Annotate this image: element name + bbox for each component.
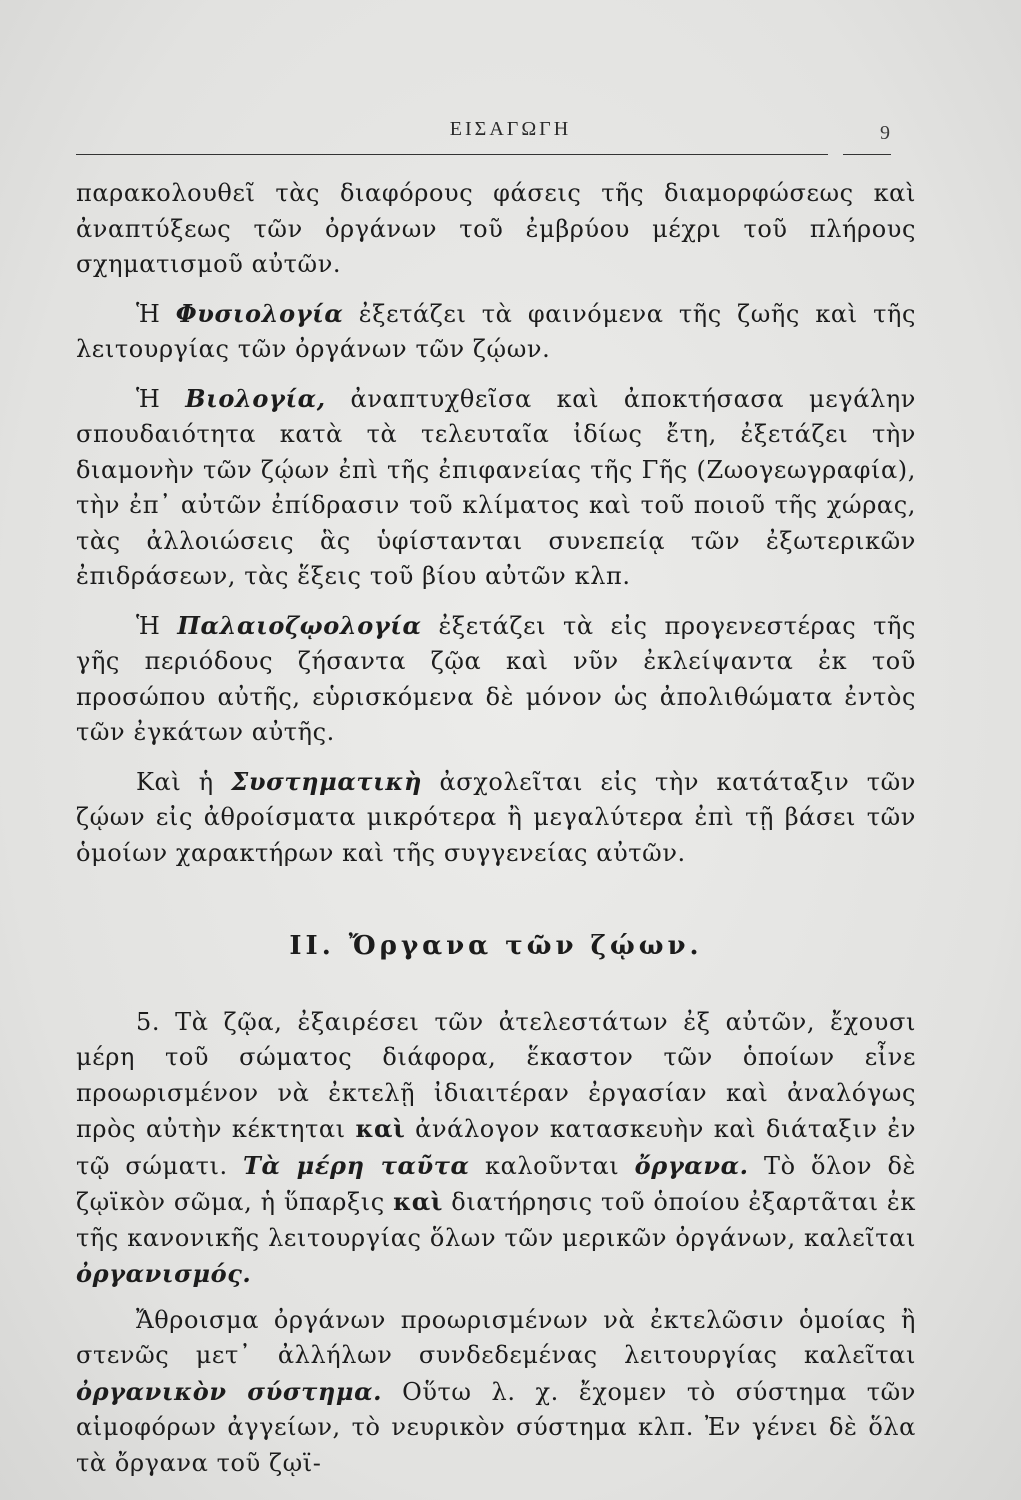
running-title: ΕΙΣΑΓΩΓΗ — [449, 118, 572, 140]
paragraph-text: Ἄθροισμα ὀργάνων προωρισμένων νὰ ἐκτελῶσιν ὁμοίας ἢ στενῶς μετ᾿ ἀλλήλων συνδεδεμένας λειτουργίας καλεῖται — [76, 1305, 916, 1369]
page-number: 9 — [880, 122, 890, 144]
paragraph-text: ἀναπτυχθεῖσα καὶ ἀποκτήσασα μεγάλην σπουδαιότητα κατὰ τὰ τελευταῖα ἰδίως ἔτη, ἐξετάζει τὴν διαμονὴν τῶν ζῴων ἐπὶ τῆς ἐπιφανείας τῆς Γῆς (Ζωογεωγραφία), τὴν ἐπ᾿ αὐτῶν ἐπίδρασιν τοῦ κλίματος καὶ τοῦ ποιοῦ τῆς χώρας, τὰς ἀλλοιώσεις ἃς ὑφίστανται συνεπείᾳ τῶν ἐξωτερικῶν ἐπιδράσεων, τὰς ἕξεις τοῦ βίου αὐτῶν κλπ. — [76, 384, 916, 590]
paragraph-biology — [76, 381, 916, 595]
bold-word: καὶ — [393, 1187, 443, 1216]
section-title: Ὄργανα τῶν ζῴων. — [348, 931, 703, 961]
paragraph-text: Οὕτω λ. χ. ἔχομεν τὸ σύστημα τῶν αἱμοφόρων ἀγγείων, τὸ νευρικὸν σύστημα κλπ. Ἐν γένει δὲ ὅλα τὰ ὄργανα τοῦ ζῳϊ- — [76, 1377, 916, 1477]
term-palaeozoology: Παλαιοζῳολογία — [177, 610, 422, 640]
paragraph-text: ἀσχολεῖται εἰς τὴν κατάταξιν τῶν ζῴων εἰς ἀθροίσματα μικρότερα ἢ μεγαλύτερα ἐπὶ τῇ βάσει τῶν ὁμοίων χαρακτήρων καὶ τῆς συγγενείας αὐτῶν. — [76, 767, 916, 867]
term-systematics: Συστηματικὴ — [231, 766, 422, 796]
paragraph-systematics — [76, 764, 916, 872]
body-text — [76, 176, 916, 1481]
term-organs: ὄργανα. — [634, 1150, 749, 1180]
paragraph-prefix: Ἡ — [136, 299, 176, 328]
term-organ-system: ὀργανικὸν σύστημα. — [76, 1376, 383, 1406]
paragraph-embryology-end: παρακολουθεῖ τὰς διαφόρους φάσεις τῆς διαμορφώσεως καὶ ἀναπτύξεως τῶν ὀργάνων τοῦ ἐμβρύου μέχρι τοῦ πλήρους σχηματισμοῦ αὐτῶν. — [76, 179, 916, 278]
paragraph-organ-system — [76, 1303, 916, 1482]
paragraph-text: ἀνάλογον κατασκευὴν καὶ διάταξιν ἐν τῷ σώματι. — [76, 1115, 917, 1180]
paragraph-text: διατήρησις τοῦ ὁποίου ἐξαρτᾶται ἐκ τῆς κανονικῆς λειτουργίας ὅλων τῶν μερικῶν ὀργάνων, καλεῖται — [76, 1188, 916, 1252]
header-rule-short — [843, 154, 891, 155]
section-number: ΙΙ. — [289, 931, 335, 961]
paragraph-palaeozoology — [76, 608, 916, 751]
term-organism: ὀργανισμός. — [76, 1259, 252, 1288]
term-biology: Βιολογία, — [185, 383, 326, 413]
paragraph-text: Τὸ ὅλον δὲ ζῳϊκὸν σῶμα, ἡ ὕπαρξις — [76, 1151, 916, 1216]
paragraph-prefix: Καὶ ἡ — [136, 767, 232, 796]
section-heading — [76, 929, 916, 965]
paragraph-text: 5. Τὰ ζῷα, ἐξαιρέσει τῶν ἀτελεστάτων ἐξ αὐτῶν, ἔχουσι μέρη τοῦ σώματος διάφορα, ἕκαστον τῶν ὁποίων εἶνε προωρισμένον νὰ ἐκτελῇ ἰδιαιτέραν ἐργασίαν καὶ ἀναλόγως πρὸς αὐτὴν κέκτηται — [76, 1007, 916, 1143]
bold-word: καὶ — [355, 1114, 406, 1143]
paragraph-prefix: Ἡ — [136, 611, 178, 640]
paragraph-text: ἐξετάζει τὰ εἰς προγενεστέρας τῆς γῆς περιόδους ζήσαντα ζῷα καὶ νῦν ἐκλείψαντα ἐκ τοῦ προσώπου αὐτῆς, εὑρισκόμενα δὲ μόνον ὡς ἀπολιθώματα ἐντὸς τῶν ἐγκάτων αὐτῆς. — [76, 611, 916, 746]
paragraph-organs — [76, 1005, 916, 1293]
paragraph-text: ἐξετάζει τὰ φαινόμενα τῆς ζωῆς καὶ τῆς λειτουργίας τῶν ὀργάνων τῶν ζῴων. — [76, 299, 916, 363]
header-rule — [76, 154, 828, 155]
term-physiology: Φυσιολογία — [175, 298, 344, 328]
paragraph-text: καλοῦνται — [469, 1151, 635, 1180]
paragraph-prefix: Ἡ — [136, 384, 186, 413]
term-parts: Τὰ μέρη ταῦτα — [243, 1150, 470, 1180]
paragraph-physiology — [76, 296, 916, 368]
